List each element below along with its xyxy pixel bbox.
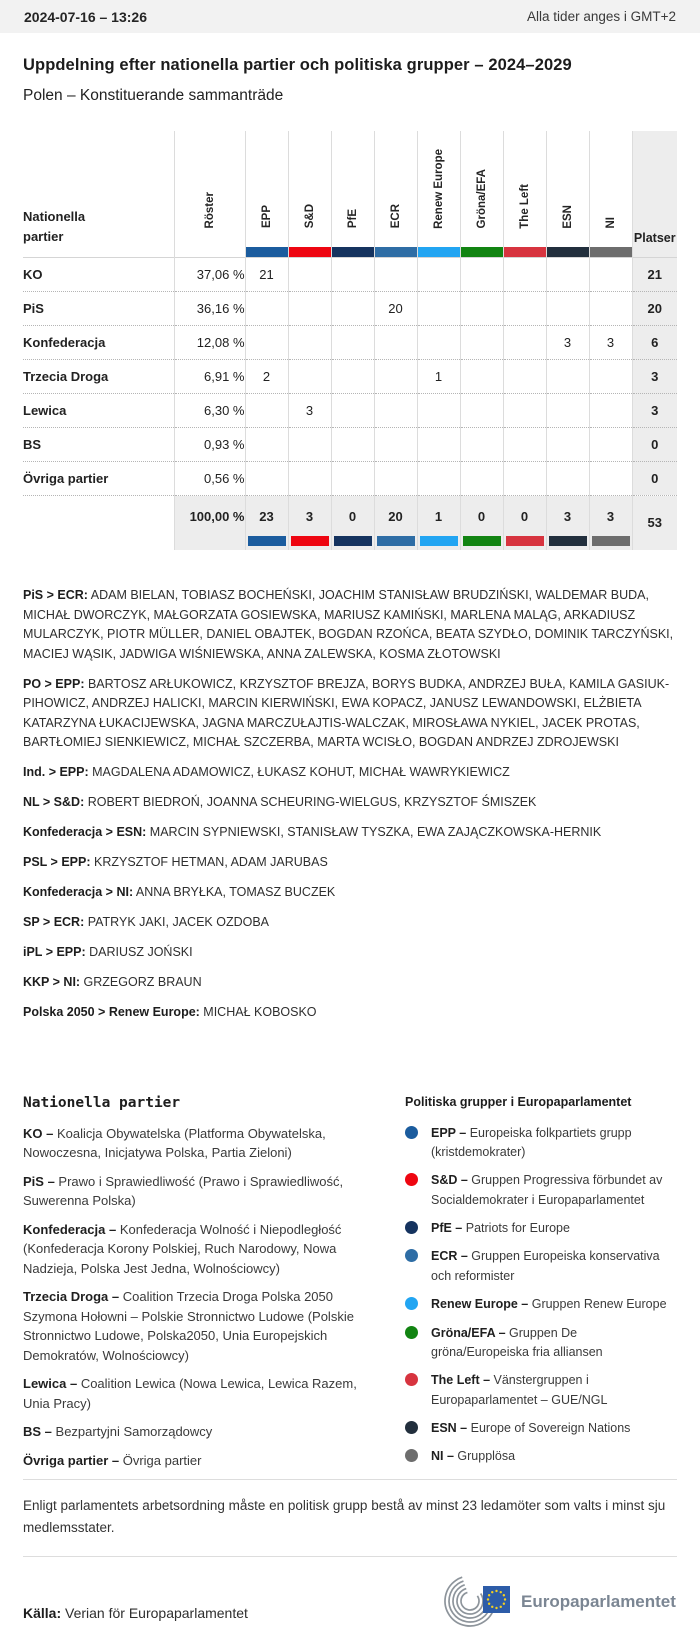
group-seats-cell xyxy=(460,461,503,495)
group-seats-cell: 20 xyxy=(374,291,417,325)
group-seats-cell xyxy=(546,461,589,495)
group-seats-cell xyxy=(331,257,374,291)
group-seats-cell xyxy=(460,393,503,427)
group-column-header xyxy=(460,131,503,257)
group-color-bar xyxy=(461,247,503,257)
mep-list-label: Polska 2050 > Renew Europe: xyxy=(23,1005,200,1019)
total-seats-cell: 3 xyxy=(632,393,677,427)
group-color-bar xyxy=(291,536,329,546)
party-abbr: Trzecia Droga – xyxy=(23,1289,120,1304)
party-name-cell: Övriga partier xyxy=(23,461,174,495)
party-name-cell: Trzecia Droga xyxy=(23,359,174,393)
mep-list-item: Polska 2050 > Renew Europe: MICHAŁ KOBOSKO xyxy=(23,1005,317,1019)
group-color-dot-icon xyxy=(405,1421,418,1434)
legend-text: The Left – Vänstergruppen i Europaparlamentet – GUE/NGL xyxy=(431,1373,608,1407)
group-column-label: Renew Europe xyxy=(432,148,445,229)
group-seats-cell xyxy=(589,257,632,291)
group-column-label: The Left xyxy=(518,183,531,229)
group-seats-cell xyxy=(589,359,632,393)
group-column-header xyxy=(546,131,589,257)
party-definition: Övriga partier – Övriga partier xyxy=(23,1452,202,1468)
party-name-cell: PiS xyxy=(23,291,174,325)
group-column-label: ESN xyxy=(561,204,574,229)
legend-group-label: PfE – xyxy=(431,1221,463,1235)
total-group-seats-cell: 3 xyxy=(546,495,589,550)
group-seats-cell xyxy=(245,291,288,325)
party-definition: BS – Bezpartyjni Samorządowcy xyxy=(23,1424,213,1439)
time-bar xyxy=(0,0,700,33)
group-seats-cell xyxy=(331,461,374,495)
group-seats-cell xyxy=(546,393,589,427)
party-definition: Trzecia Droga – Coalition Trzecia Droga Polska 2050 Szymona Hołowni – Polskie Stronnictwo Ludowe (Polskie Stronnictwo Ludowe, Polska2050, Unia Europejskich Demokratów, Wolnościowcy) xyxy=(23,1289,354,1363)
mep-list-label: Konfederacja > ESN: xyxy=(23,825,147,839)
page-title: Uppdelning efter nationella partier och politiska grupper – 2024–2029 xyxy=(23,56,572,74)
total-group-seats-cell: 20 xyxy=(374,495,417,550)
group-color-bar xyxy=(549,536,587,546)
group-column-label: EPP xyxy=(260,205,273,229)
group-column-header xyxy=(331,131,374,257)
grand-total-seats-cell: 53 xyxy=(632,495,677,550)
group-column-header xyxy=(503,131,546,257)
group-column-label: PfE xyxy=(346,209,359,229)
group-seats-cell xyxy=(503,291,546,325)
group-seats-cell xyxy=(503,359,546,393)
total-group-seats-cell: 1 xyxy=(417,495,460,550)
group-color-dot-icon xyxy=(405,1297,418,1310)
group-seats-cell xyxy=(460,359,503,393)
party-definition: PiS – Prawo i Sprawiedliwość (Prawo i Sprawiedliwość, Suwerenna Polska) xyxy=(23,1173,344,1208)
group-seats-cell: 3 xyxy=(589,325,632,359)
legend-group-label: EPP – xyxy=(431,1125,467,1140)
party-definition: Konfederacja – Konfederacja Wolność i Niepodległość (Konfederacja Korony Polskiej, Ruch Narodowy, Nowa Nadzieja, Polska Jest Jedna, Wolnościowcy) xyxy=(23,1221,342,1276)
mep-list-item: Ind. > EPP: MAGDALENA ADAMOWICZ, ŁUKASZ KOHUT, MICHAŁ WAWRYKIEWICZ xyxy=(23,765,510,779)
group-color-bar xyxy=(592,536,630,546)
group-color-bar xyxy=(506,536,544,546)
party-abbr: PiS – xyxy=(23,1173,55,1189)
votes-cell: 12,08 % xyxy=(174,325,245,359)
mep-list-item: Konfederacja > NI: ANNA BRYŁKA, TOMASZ BUCZEK xyxy=(23,885,336,899)
group-color-bar xyxy=(246,247,288,257)
group-seats-cell xyxy=(417,461,460,495)
group-seats-cell xyxy=(331,427,374,461)
votes-cell: 37,06 % xyxy=(174,257,245,291)
group-color-bar xyxy=(547,247,589,257)
group-seats-cell xyxy=(245,427,288,461)
votes-cell: 0,56 % xyxy=(174,461,245,495)
party-abbr: Övriga partier – xyxy=(23,1452,120,1468)
mep-list-item: KKP > NI: GRZEGORZ BRAUN xyxy=(23,975,202,989)
total-seats-cell: 20 xyxy=(632,291,677,325)
legend-text: ESN – Europe of Sovereign Nations xyxy=(431,1421,631,1435)
group-seats-cell xyxy=(374,427,417,461)
group-color-dot-icon xyxy=(405,1449,418,1462)
legend-text: NI – Grupplösa xyxy=(431,1449,516,1464)
group-seats-cell xyxy=(417,325,460,359)
group-seats-cell xyxy=(589,461,632,495)
total-group-seats-cell: 0 xyxy=(503,495,546,550)
group-seats-cell xyxy=(417,257,460,291)
group-seats-cell xyxy=(331,325,374,359)
group-seats-cell xyxy=(417,427,460,461)
party-abbr: BS – xyxy=(23,1424,52,1439)
group-seats-cell xyxy=(503,427,546,461)
group-seats-cell: 3 xyxy=(288,393,331,427)
group-seats-cell xyxy=(288,359,331,393)
total-empty-cell xyxy=(23,495,174,550)
group-color-bar xyxy=(420,536,458,546)
logo-wordmark: Europaparlamentet xyxy=(521,1591,676,1611)
group-seats-cell xyxy=(503,393,546,427)
group-seats-cell xyxy=(288,257,331,291)
total-group-seats-cell: 0 xyxy=(460,495,503,550)
legend-group-label: Gröna/EFA – xyxy=(431,1325,506,1340)
mep-list-item: PO > EPP: BARTOSZ ARŁUKOWICZ, KRZYSZTOF BREJZA, BORYS BUDKA, ANDRZEJ BUŁA, KAMILA GASIUK-PIHOWICZ, ANDRZEJ HALICKI, MARCIN KIERWIŃSKI, EWA KOPACZ, JANUSZ LEWANDOWSKI, ELŻBIETA KATARZYNA ŁUKACIJEWSKA, JAGNA MARCZUŁAJTIS-WALCZAK, MIROSŁAWA NYKIEL, JACEK PROTAS, BARTŁOMIEJ SIENKIEWICZ, MICHAŁ SZCZERBA, MARTA WCISŁO, BOGDAN ANDRZEJ ZDROJEWSKI xyxy=(23,676,670,749)
legend-group-label: S&D – xyxy=(431,1173,468,1188)
mep-list-item: PiS > ECR: ADAM BIELAN, TOBIASZ BOCHEŃSKI, JOACHIM STANISŁAW BRUDZIŃSKI, WALDEMAR BUDA, MICHAŁ DWORCZYK, MAŁGORZATA GOSIEWSKA, MARIUSZ KAMIŃSKI, MARLENA MALĄG, ARKADIUSZ MULARCZYK, PIOTR MÜLLER, DANIEL OBAJTEK, BOGDAN RZOŃCA, BEATA SZYDŁO, DOMINIK TARCZYŃSKI, MACIEJ WĄSIK, JADWIGA WIŚNIEWSKA, ANNA ZALEWSKA, KOSMA ZŁOTOWSKI xyxy=(23,588,674,661)
mep-list-item: NL > S&D: ROBERT BIEDROŃ, JOANNA SCHEURING-WIELGUS, KRZYSZTOF ŚMISZEK xyxy=(23,795,537,809)
group-seats-cell xyxy=(288,427,331,461)
party-abbr: KO – xyxy=(23,1125,54,1141)
mep-list-label: iPL > EPP: xyxy=(23,945,86,959)
national-parties-definitions xyxy=(23,1095,375,1480)
political-groups-heading: Politiska grupper i Europaparlamentet xyxy=(405,1094,632,1109)
table-row xyxy=(23,291,677,325)
source-label: Källa: xyxy=(23,1604,62,1621)
group-seats-cell: 2 xyxy=(245,359,288,393)
mep-list-label: KKP > NI: xyxy=(23,975,81,989)
group-color-dot-icon xyxy=(405,1126,418,1139)
group-color-bar xyxy=(375,247,417,257)
group-seats-cell xyxy=(460,291,503,325)
report-datetime: 2024-07-16 – 13:26 xyxy=(24,8,147,25)
group-seats-cell xyxy=(503,461,546,495)
mep-list-label: PO > EPP: xyxy=(23,676,85,691)
group-seats-cell xyxy=(245,393,288,427)
votes-column-header: Röster xyxy=(174,131,245,257)
group-seats-cell xyxy=(288,325,331,359)
group-seats-cell xyxy=(460,257,503,291)
group-seats-cell xyxy=(288,291,331,325)
table-row xyxy=(23,257,677,291)
group-seats-cell: 1 xyxy=(417,359,460,393)
group-seats-cell xyxy=(503,325,546,359)
mep-list-label: SP > ECR: xyxy=(23,915,85,929)
europarl-logo xyxy=(439,1567,677,1631)
group-color-bar xyxy=(463,536,501,546)
source-text: Verian för Europaparlamentet xyxy=(65,1604,248,1621)
party-name-cell: BS xyxy=(23,427,174,461)
group-color-bar xyxy=(418,247,460,257)
legend-group-label: ECR – xyxy=(431,1249,468,1264)
party-abbr: Konfederacja – xyxy=(23,1221,117,1237)
group-color-bar xyxy=(590,247,632,257)
group-column-label: ECR xyxy=(389,204,402,229)
group-column-header xyxy=(245,131,288,257)
group-seats-cell xyxy=(331,359,374,393)
total-group-seats-cell: 3 xyxy=(589,495,632,550)
party-definition: Lewica – Coalition Lewica (Nowa Lewica, Lewica Razem, Unia Pracy) xyxy=(23,1376,357,1411)
national-parties-heading: Nationella partier xyxy=(23,1094,181,1111)
group-seats-cell xyxy=(546,291,589,325)
seats-table xyxy=(23,131,677,550)
votes-cell: 6,30 % xyxy=(174,393,245,427)
mep-list-item: PSL > EPP: KRZYSZTOF HETMAN, ADAM JARUBAS xyxy=(23,855,328,869)
group-color-dot-icon xyxy=(405,1249,418,1262)
total-group-seats-cell: 0 xyxy=(331,495,374,550)
group-seats-cell xyxy=(288,461,331,495)
group-color-bar xyxy=(248,536,286,546)
group-seats-cell: 21 xyxy=(245,257,288,291)
seats-column-header: Platser xyxy=(632,131,677,257)
table-row xyxy=(23,359,677,393)
party-name-cell: KO xyxy=(23,266,43,282)
group-color-bar xyxy=(334,536,372,546)
mep-lists xyxy=(23,586,677,1023)
total-group-seats-cell: 3 xyxy=(288,495,331,550)
group-color-dot-icon xyxy=(405,1326,418,1339)
group-seats-cell xyxy=(331,393,374,427)
group-column-header xyxy=(288,131,331,257)
legend-item xyxy=(405,1124,677,1163)
group-color-bar xyxy=(332,247,374,257)
legend-group-label: ESN – xyxy=(431,1421,468,1435)
legend-text: S&D – Gruppen Progressiva förbundet av Socialdemokrater i Europaparlamentet xyxy=(431,1173,663,1207)
total-seats-cell: 3 xyxy=(632,359,677,393)
group-seats-cell xyxy=(503,257,546,291)
legend-item xyxy=(405,1247,677,1286)
group-seats-cell xyxy=(460,325,503,359)
legend-item xyxy=(405,1171,677,1210)
table-total-row xyxy=(23,495,677,550)
group-color-bar xyxy=(504,247,546,257)
legend-group-label: The Left – xyxy=(431,1373,491,1388)
table-row xyxy=(23,427,677,461)
group-column-header xyxy=(374,131,417,257)
group-column-label: NI xyxy=(604,217,617,229)
group-column-label: Gröna/EFA xyxy=(475,169,488,229)
total-seats-cell: 0 xyxy=(632,461,677,495)
mep-list-label: NL > S&D: xyxy=(23,795,85,809)
legend-group-label: Renew Europe – xyxy=(431,1297,529,1312)
mep-list-item: SP > ECR: PATRYK JAKI, JACEK OZDOBA xyxy=(23,915,270,929)
votes-cell: 36,16 % xyxy=(174,291,245,325)
legend-text: ECR – Gruppen Europeiska konservativa och reformister xyxy=(431,1249,660,1283)
divider xyxy=(23,1556,677,1557)
legend-group-label: NI – xyxy=(431,1449,454,1464)
total-seats-cell: 6 xyxy=(632,325,677,359)
legend-text: PfE – Patriots for Europe xyxy=(431,1221,570,1235)
legend-item xyxy=(405,1371,677,1410)
legend-text: Gröna/EFA – Gruppen De gröna/Europeiska fria alliansen xyxy=(431,1325,603,1359)
group-seats-cell xyxy=(546,359,589,393)
group-seats-cell xyxy=(589,427,632,461)
group-seats-cell xyxy=(245,461,288,495)
party-definition: KO – Koalicja Obywatelska (Platforma Obywatelska, Nowoczesna, Inicjatywa Polska, Partia Zieloni) xyxy=(23,1125,326,1160)
legend-text: EPP – Europeiska folkpartiets grupp (kristdemokrater) xyxy=(431,1125,632,1159)
group-color-bar xyxy=(289,247,331,257)
group-seats-cell xyxy=(589,291,632,325)
group-color-dot-icon xyxy=(405,1173,418,1186)
political-groups-legend xyxy=(405,1095,677,1480)
mep-list-item: Konfederacja > ESN: MARCIN SYPNIEWSKI, STANISŁAW TYSZKA, EWA ZAJĄCZKOWSKA-HERNIK xyxy=(23,825,602,839)
votes-cell: 6,91 % xyxy=(174,359,245,393)
group-seats-cell xyxy=(374,325,417,359)
mep-list-label: PSL > EPP: xyxy=(23,855,91,869)
national-parties-column-header: Nationella partier xyxy=(23,209,86,245)
group-column-header xyxy=(589,131,632,257)
group-seats-cell: 3 xyxy=(546,325,589,359)
group-seats-cell xyxy=(374,461,417,495)
group-column-label: S&D xyxy=(303,204,316,229)
mep-list-item: iPL > EPP: DARIUSZ JOŃSKI xyxy=(23,945,193,959)
legend-item xyxy=(405,1324,677,1363)
page-subtitle: Polen – Konstituerande sammanträde xyxy=(23,87,284,104)
table-row xyxy=(23,393,677,427)
total-seats-cell: 0 xyxy=(632,427,677,461)
mep-list-label: PiS > ECR: xyxy=(23,588,88,602)
legend-item xyxy=(405,1219,677,1238)
group-seats-cell xyxy=(245,325,288,359)
total-seats-cell: 21 xyxy=(632,257,677,291)
legend-item xyxy=(405,1295,677,1314)
group-seats-cell xyxy=(374,257,417,291)
table-row xyxy=(23,461,677,495)
source-line xyxy=(23,1605,248,1621)
votes-cell: 0,93 % xyxy=(174,427,245,461)
group-seats-cell xyxy=(460,427,503,461)
table-row xyxy=(23,325,677,359)
group-color-dot-icon xyxy=(405,1373,418,1386)
party-name-cell: Konfederacja xyxy=(23,325,174,359)
party-abbr: Lewica – xyxy=(23,1376,78,1391)
group-seats-cell xyxy=(589,393,632,427)
group-seats-cell xyxy=(331,291,374,325)
table-header-row xyxy=(23,131,677,257)
group-seats-cell xyxy=(417,291,460,325)
legend-item xyxy=(405,1419,677,1438)
group-seats-cell xyxy=(546,427,589,461)
group-seats-cell xyxy=(546,257,589,291)
total-group-seats-cell: 23 xyxy=(245,495,288,550)
group-seats-cell xyxy=(374,359,417,393)
total-votes-cell: 100,00 % xyxy=(174,495,245,550)
group-column-header xyxy=(417,131,460,257)
timezone-note: Alla tider anges i GMT+2 xyxy=(527,9,676,24)
legend-text: Renew Europe – Gruppen Renew Europe xyxy=(431,1297,667,1312)
group-color-dot-icon xyxy=(405,1221,418,1234)
mep-list-label: Ind. > EPP: xyxy=(23,765,89,779)
legend-item xyxy=(405,1447,677,1466)
group-seats-cell xyxy=(374,393,417,427)
party-name-cell: Lewica xyxy=(23,393,174,427)
rules-note: Enligt parlamentets arbetsordning måste en politisk grupp bestå av minst 23 ledamöter som valts i minst sju medlemsstater. xyxy=(23,1498,666,1535)
group-color-bar xyxy=(377,536,415,546)
mep-list-label: Konfederacja > NI: xyxy=(23,885,134,899)
group-seats-cell xyxy=(417,393,460,427)
divider xyxy=(23,1479,677,1480)
